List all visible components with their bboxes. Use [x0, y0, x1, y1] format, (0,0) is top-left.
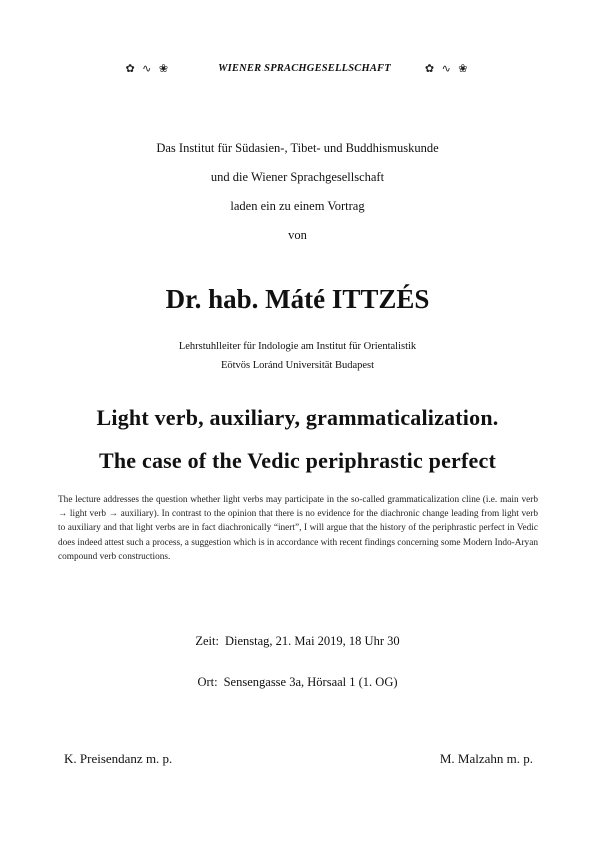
signature-right: M. Malzahn m. p. [439, 751, 533, 766]
speaker-name: Dr. hab. Máté ITTZÉS [165, 284, 430, 314]
society-name: WIENER SPRACHGESELLSCHAFT [218, 63, 391, 74]
event-time-label: Zeit: [195, 634, 219, 648]
invitation-line-2: und die Wiener Sprachgesellschaft [210, 170, 385, 184]
event-time-value: Dienstag, 21. Mai 2019, 18 Uhr 30 [224, 634, 400, 648]
ornament-right-icon: ✿ ∿ ❀ [424, 62, 470, 75]
lecture-title-line-2: The case of the Vedic periphrastic perfect [99, 448, 496, 473]
event-place-value: Sensengasse 3a, Hörsaal 1 (1. OG) [223, 675, 398, 689]
letterhead [0, 62, 595, 75]
ornament-left-icon: ✿ ∿ ❀ [125, 62, 171, 75]
signature-left: K. Preisendanz m. p. [64, 751, 173, 766]
invitation-line-1: Das Institut für Südasien-, Tibet- und Buddhismuskunde [156, 141, 439, 155]
speaker-position: Lehrstuhlleiter für Indologie am Institut für Orientalistik [178, 341, 417, 352]
lecture-title-line-1: Light verb, auxiliary, grammaticalization. [96, 405, 499, 430]
invitation-line-3: laden ein zu einem Vortrag [230, 199, 365, 213]
event-place [0, 675, 595, 690]
event-place-label: Ort: [197, 675, 218, 689]
invitation-line-4: von [288, 228, 307, 242]
event-time [0, 634, 595, 649]
speaker-university: Eötvös Loránd Universität Budapest [220, 360, 375, 371]
lecture-abstract: The lecture addresses the question whether light verbs may participate in the so-called grammaticalization cline (i.e. main verb → light verb → auxiliary). In contrast to the opinion that there is no evidence for the diachronic change leading from light verb to auxiliary and that light verbs are in fact diachronically “inert”, I will argue that the history of the periphrastic perfect in Vedic does indeed attest such a process, a suggestion which is in accordance with recent findings concerning some Modern Indo-Aryan compound verb constructions. [58, 495, 538, 562]
